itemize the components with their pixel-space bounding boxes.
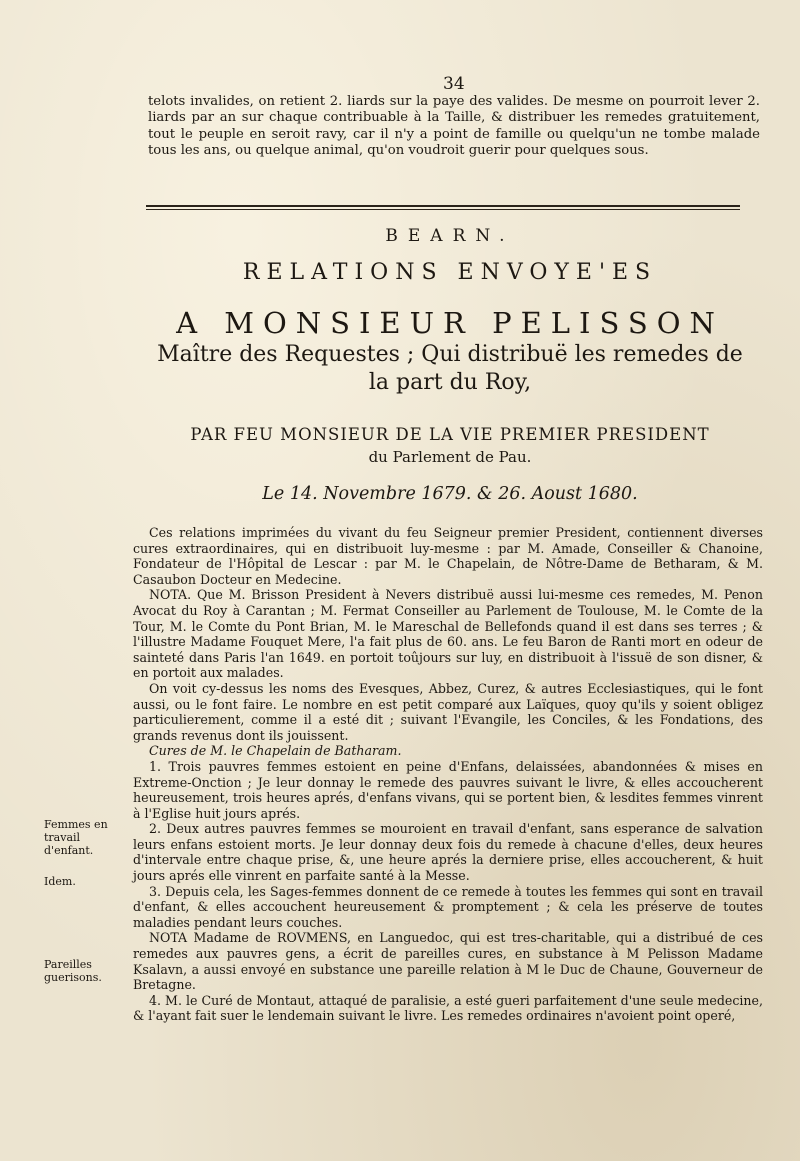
recipient-heading: A MONSIEUR PELISSON	[176, 306, 724, 340]
subheading-cures: Cures de M. le Chapelain de Batharam.	[149, 743, 402, 759]
paragraph-nota-1: NOTA. Que M. Brisson President à Nevers distribuë aussi lui-mesme ces remedes, M. Penon Avocat du Roy à Carantan ; M. Fermat Conseiller au Parlement de Toulouse, M. le Comte de la Tour, M. le Comte du Pont Brian, M. le Mareschal de Bellefonds quand il est dans ses terres ; & l'illustre Madame Fouquet Mere, l'a fait plus de 60. ans. Le feu Baron de Ranti mort en odeur de sainteté dans Paris l'an 1649. en portoit toûjours sur luy, en distribuoit à l'issuë de son disner, & en portoit aux malades.	[133, 587, 763, 681]
body-text	[133, 525, 763, 1024]
author-line-parlement: du Parlement de Pau.	[368, 448, 532, 466]
paragraph-cure-4: 4. M. le Curé de Montaut, attaqué de paralisie, a esté gueri parfaitement d'une seule medecine, & l'ayant fait suer le lendemain suivant le livre. Les remedes ordinaires n'avoient point operé,	[133, 992, 763, 1024]
paragraph-cure-3: 3. Depuis cela, les Sages-femmes donnent de ce remede à toutes les femmes qui sont en travail d'enfant, & elles accouchent heureusement & promptement ; & cela les préserve de toutes maladies pendant leurs couches.	[133, 883, 763, 930]
paragraph-cure-2: 2. Deux autres pauvres femmes se mouroient en travail d'enfant, sans esperance de salvation leurs enfans estoient morts. Je leur donnay deux fois du remede à chacune d'elles, deux heures d'intervale entre chaque prise, &, une heure aprés la derniere prise, elles accoucherent, & huit jours aprés elle vinrent en parfaite santé à la Messe.	[133, 821, 763, 884]
double-rule-bottom	[146, 209, 740, 210]
title-line-part: la part du Roy,	[368, 370, 532, 395]
relations-heading: RELATIONS ENVOYE'ES	[242, 260, 658, 285]
date-line: Le 14. Novembre 1679. & 26. Aoust 1680.	[262, 484, 638, 504]
continuation-paragraph: telots invalides, on retient 2. liards sur la paye des valides. De mesme on pourroit lever 2. liards par an sur chaque contribuable à la Taille, & distribuer les remedes gratuitement, tout le peuple en seroit ravy, car il n'y a point de famille ou quelqu'un ne tombe malade tous les ans, ou quelque animal, qu'on voudroit guerir pour quelques sous.	[148, 94, 760, 159]
paragraph-nota-2: NOTA Madame de ROVMENS, en Languedoc, qui est tres-charitable, qui a distribué de ces remedes aux pauvres gens, a écrit de pareilles cures, en substance à M Pelisson Madame Ksalavn, a aussi envoyé en substance une pareille relation à M le Duc de Chaune, Gouverneur de Bretagne.	[133, 930, 763, 993]
region-heading: BEARN.	[385, 226, 515, 246]
author-line: PAR FEU MONSIEUR DE LA VIE PREMIER PRESIDENT	[190, 425, 710, 444]
paragraph-cure-1: 1. Trois pauvres femmes estoient en peine d'Enfans, delaissées, abandonnées & mises en Extreme-Onction ; Je leur donnay le remede des pauvres suivant le livre, & elles accoucherent heureusement, trois heures aprés, d'enfans vivans, qui se portent bien, & lesdites femmes vinrent à l'Eglise huit jours aprés.	[133, 758, 763, 821]
margin-note-pareilles: Pareilles guerisons.	[44, 958, 102, 984]
page-number: 34	[443, 74, 465, 94]
paragraph-intro: Ces relations imprimées du vivant du feu Seigneur premier President, contiennent diverses cures extraordinaires, qui en distribuoit luy-mesme : par M. Amade, Conseiller & Chanoine, Fondateur de l'Hôpital de Lescar : par M. le Chapelain, de Nôtre-Dame de Betharam, & M. Casaubon Docteur en Medecine.	[133, 525, 763, 587]
margin-note-idem: Idem.	[44, 875, 76, 888]
paragraph-ecclesiastiques: On voit cy-dessus les noms des Evesques, Abbez, Curez, & autres Ecclesiastiques, qui le font aussi, ou le font faire. Le nombre en est petit comparé aux Laïques, quoy qu'ils y soient obligez particulierement, comme il a esté dit ; suivant l'Evangile, les Conciles, & les Fondations, des grands revenus dont ils jouissent.	[133, 680, 763, 743]
title-line-maitre: Maître des Requestes ; Qui distribuë les remedes de	[157, 342, 743, 367]
double-rule-top	[146, 205, 740, 207]
margin-note-femmes: Femmes en travail d'enfant.	[44, 818, 108, 857]
